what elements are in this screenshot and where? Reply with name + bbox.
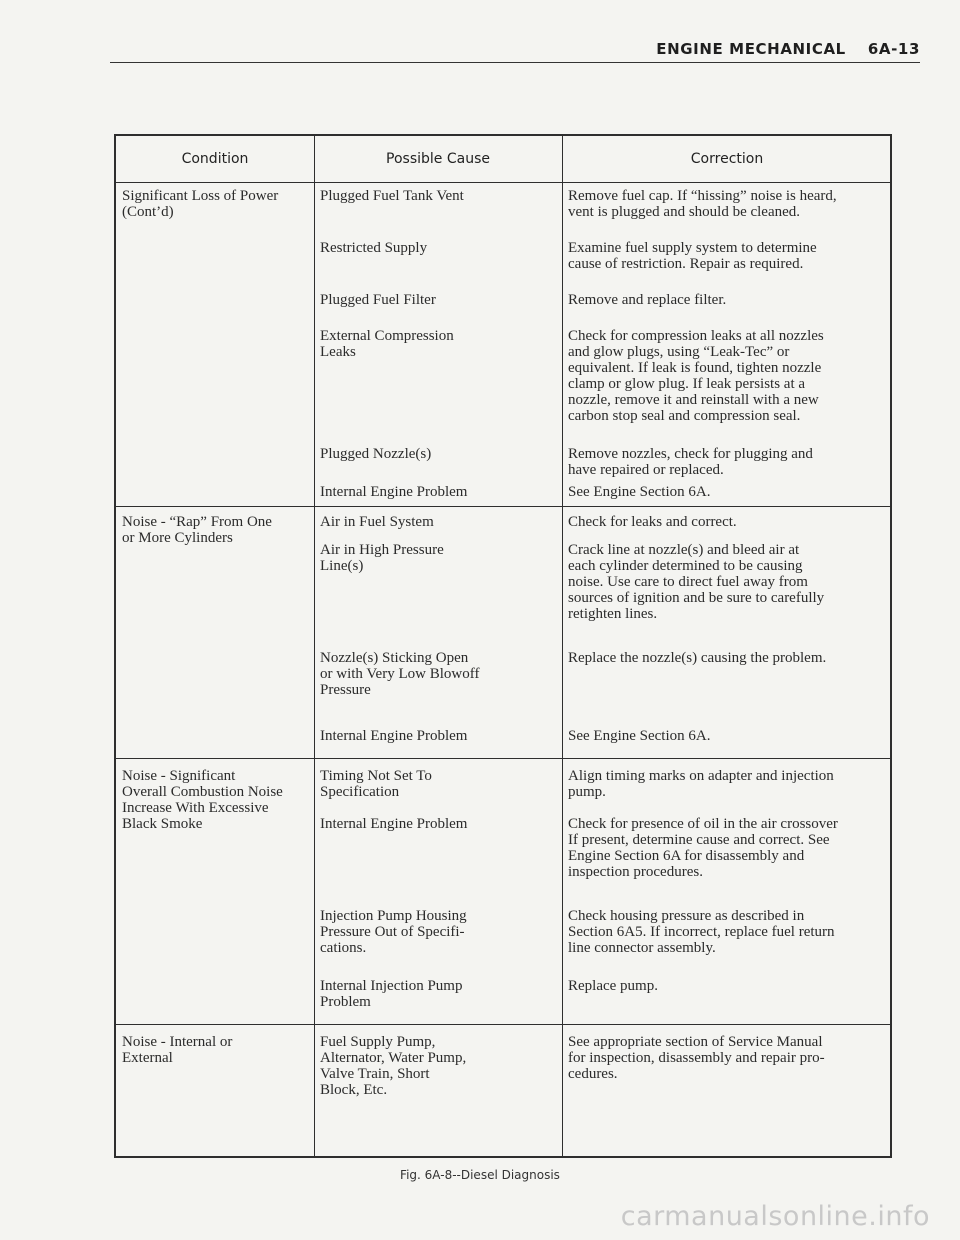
cause-cell: Injection Pump Housing Pressure Out of Specifi- cations. — [320, 908, 467, 956]
watermark: carmanualsonline.info — [620, 1201, 930, 1232]
correction-cell: Replace pump. — [568, 978, 658, 994]
cause-cell: Plugged Nozzle(s) — [320, 446, 432, 462]
cause-cell: Plugged Fuel Tank Vent — [320, 188, 464, 204]
section-title: ENGINE MECHANICAL — [656, 40, 846, 58]
correction-cell: Remove fuel cap. If “hissing” noise is heard, vent is plugged and should be cleaned. — [568, 188, 837, 220]
correction-cell: Examine fuel supply system to determine cause of restriction. Repair as required. — [568, 240, 817, 272]
correction-cell: Remove and replace filter. — [568, 292, 727, 308]
cause-cell: Internal Engine Problem — [320, 484, 468, 500]
correction-cell: See appropriate section of Service Manual for inspection, disassembly and repair pro- cedures. — [568, 1034, 825, 1082]
column-header-correction: Correction — [690, 151, 764, 167]
group-divider — [116, 758, 890, 759]
cause-cell: Internal Engine Problem — [320, 816, 468, 832]
cause-cell: Internal Injection Pump Problem — [320, 978, 463, 1010]
cause-cell: Restricted Supply — [320, 240, 428, 256]
cause-cell: Air in Fuel System — [320, 514, 434, 530]
column-header-condition: Condition — [181, 151, 249, 167]
cause-cell: Timing Not Set To Specification — [320, 768, 432, 800]
correction-cell: See Engine Section 6A. — [568, 484, 711, 500]
cause-cell: Nozzle(s) Sticking Open or with Very Low Blowoff Pressure — [320, 650, 480, 698]
condition-cell: Noise - Significant Overall Combustion Noise Increase With Excessive Black Smoke — [122, 768, 283, 832]
column-header-cause: Possible Cause — [386, 151, 490, 167]
condition-cell: Noise - “Rap” From One or More Cylinders — [122, 514, 272, 546]
cause-cell: Plugged Fuel Filter — [320, 292, 436, 308]
page-header — [656, 40, 920, 58]
correction-cell: Check housing pressure as described in Section 6A5. If incorrect, replace fuel return line connector assembly. — [568, 908, 835, 956]
group-divider — [116, 506, 890, 507]
page-number: 6A-13 — [867, 40, 920, 58]
condition-cell: Noise - Internal or External — [122, 1034, 233, 1066]
column-divider — [562, 136, 563, 1156]
correction-cell: Align timing marks on adapter and injection pump. — [568, 768, 834, 800]
column-divider — [314, 136, 315, 1156]
cause-cell: External Compression Leaks — [320, 328, 454, 360]
cause-cell: Internal Engine Problem — [320, 728, 468, 744]
header-divider — [116, 182, 890, 183]
correction-cell: Check for compression leaks at all nozzles and glow plugs, using “Leak-Tec” or equivalent. If leak is found, tighten nozzle clamp or glow plug. If leak persists at a nozzle, remove it and reinstall with a new carbon stop seal and compression seal. — [568, 328, 824, 424]
condition-cell: Significant Loss of Power (Cont’d) — [122, 188, 279, 220]
correction-cell: Check for presence of oil in the air crossover If present, determine cause and correct. See Engine Section 6A for disassembly and inspection procedures. — [568, 816, 838, 880]
correction-cell: See Engine Section 6A. — [568, 728, 711, 744]
correction-cell: Check for leaks and correct. — [568, 514, 737, 530]
group-divider — [116, 1024, 890, 1025]
cause-cell: Air in High Pressure Line(s) — [320, 542, 444, 574]
correction-cell: Crack line at nozzle(s) and bleed air at each cylinder determined to be causing noise. Use care to direct fuel away from sources of ignition and be sure to carefully retighten lines. — [568, 542, 825, 622]
header-rule — [110, 62, 920, 63]
diagnosis-table — [114, 134, 892, 1158]
correction-cell: Replace the nozzle(s) causing the problem. — [568, 650, 827, 666]
correction-cell: Remove nozzles, check for plugging and have repaired or replaced. — [568, 446, 813, 478]
figure-caption: Fig. 6A-8--Diesel Diagnosis — [400, 1168, 560, 1182]
cause-cell: Fuel Supply Pump, Alternator, Water Pump, Valve Train, Short Block, Etc. — [320, 1034, 467, 1098]
